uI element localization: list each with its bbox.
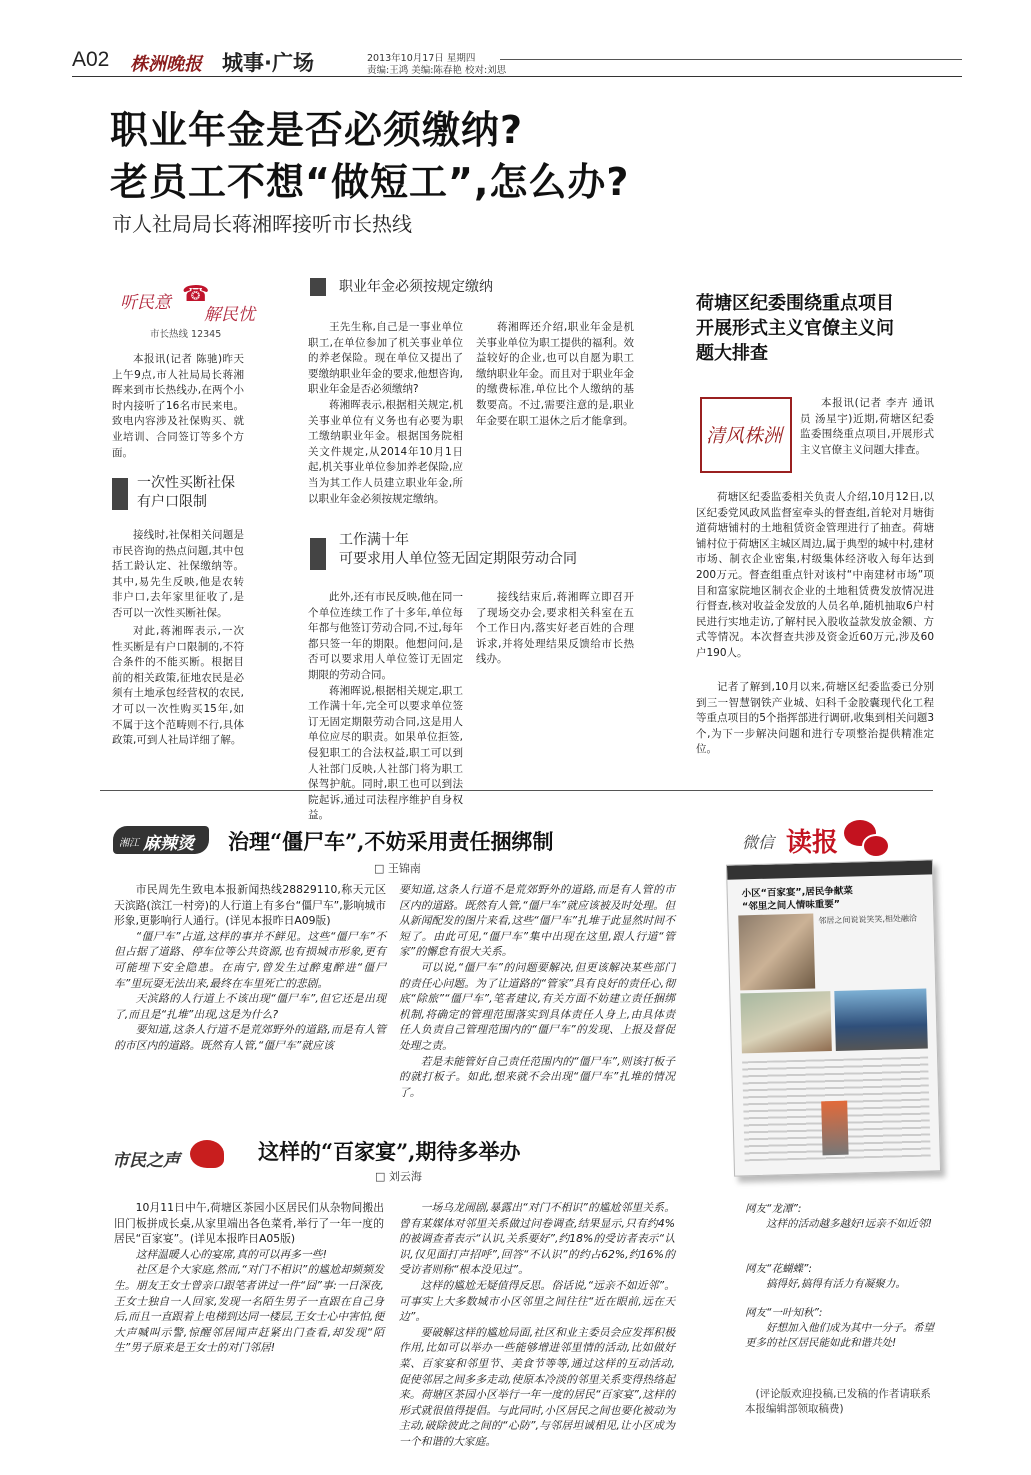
mala-logo-big: 麻辣烫: [143, 834, 194, 854]
phone-icon: ☎: [182, 282, 210, 307]
mala-logo-small: 湘江: [119, 838, 139, 849]
hotline-caption: 市长热线 12345: [150, 329, 222, 340]
hotline-logo: [120, 282, 270, 340]
main-subtitle: 市人社局局长蒋湘晖接听市长热线: [112, 212, 412, 236]
mock-photo-4: [821, 1101, 848, 1156]
right-article-title-2: 开展形式主义官僚主义问: [696, 318, 894, 339]
header-rule: [72, 76, 962, 77]
wechat-logo-big: 读报: [786, 828, 839, 858]
main-title-line2: 老员工不想“做短工”,怎么办?: [110, 160, 630, 204]
sec3-head-line1: 工作满十年: [339, 532, 409, 548]
right-article-title-3: 题大排查: [696, 343, 768, 364]
sec1-head-bar: [112, 478, 128, 510]
sec2-paragraph2: 蒋湘晖表示,根据相关规定,机关事业单位有义务也有必要为职工缴纳职业年金。根据国务院相关文件规定,从2014年10月1日起,机关事业单位参加养老保险,应当为其工作人员建立职业年金,所以职业年金必须按规定缴纳。: [308, 398, 463, 505]
mock-heading-2: “邻里之间人情味重要”: [741, 898, 841, 913]
sec1-head-line2: 有户口限制: [137, 494, 207, 510]
editors-line: 责编:王鸿 美编:陈春艳 校对:刘思: [367, 65, 507, 76]
sec2-col1: [308, 320, 463, 507]
voice-col2: [399, 1200, 675, 1450]
paper-name-logo: 株洲晚报: [130, 54, 202, 75]
sec2-paragraph1: 王先生称,自己是一事业单位职工,在单位参加了机关事业单位的养老保险。现在单位又提出了要缴纳职业年金的要求,他想咨询,职业年金是否必须缴纳?: [308, 321, 463, 396]
sec3-paragraph1: 此外,还有市民反映,他在同一个单位连续工作了十多年,单位每年都与他签订劳动合同,不过,每年都只签一年的期限。他想问问,是否可以要求用人单位签订无固定期限的劳动合同。: [308, 591, 463, 681]
sec3-col2: [476, 590, 634, 668]
right-article-p1: 本报讯(记者 李卉 通讯员 汤星宇)近期,荷塘区纪委监委围绕重点项目,开展形式主义官僚主义问题大排查。: [800, 397, 934, 456]
commentary-p5: 可以说,“僵尸车”的问题要解决,但更该解决某些部门的责任心问题。为了让道路的“管家”具有良好的责任心,彻底“除旅”“僵尸车”,笔者建议,有关方面不妨建立责任捆绑机制,将确定的管理范围落实到具体责任人身上,由具体责任人负责自己管理范围内的“僵尸车”的发现、上报及督促处理之责。: [399, 960, 675, 1052]
qingfeng-stamp: [700, 397, 792, 473]
commentary-col1: [114, 882, 386, 1054]
wechat-bubble-icon-2: [862, 834, 890, 858]
main-title-line1: 职业年金是否必须缴纳?: [110, 108, 524, 152]
sec1-paragraph2: 对此,蒋湘晖表示,一次性买断是有户口限制的,不符合条件的不能买断。根据目前的相关政策,征地农民是必须有土地承包经营权的农民,才可以一次性购买15年,如不属于这个范畴则不行,具体政策,可到人社局详细了解。: [112, 625, 244, 747]
commentary-title: 治理“僵尸车”,不妨采用责任捆绑制: [228, 829, 554, 854]
voice-hand-icon: [190, 1140, 224, 1168]
wechat-comment-2: [745, 1262, 940, 1292]
hotline-logo-left: 听民意: [120, 293, 171, 313]
sec1-head-line1: 一次性买断社保: [137, 475, 235, 491]
mock-heading: 小区“百家宴”,居民争献菜: [741, 885, 853, 900]
sec3-col1: [308, 590, 463, 824]
voice-p5: 这样的尴尬无疑值得反思。俗话说,“远亲不如近邻”。可事实上大多数城市小区邻里之间往往“近在眼前,远在天边”。: [399, 1278, 675, 1324]
voice-p6: 要破解这样的尴尬局面,社区和业主委员会应发挥积极作用,比如可以举办一些能够增进邻里情的活动,比如做好菜、百家宴和邻里节、美食节等等,通过这样的互动活动,促使邻居之间多多走动,使原本冷淡的邻里关系变得热络起来。荷塘区茶园小区举行一年一度的居民“百家宴”,这样的形式就很值得提倡。与此同时,小区居民之间也要化被动为主动,破除彼此之间的“心防”,与邻居坦诚相见,让小区成为一个和谐的大家庭。: [399, 1325, 675, 1448]
wechat-comment-3: [745, 1306, 940, 1351]
comment-2-text: 搞得好,搞得有活力有凝聚力。: [766, 1278, 906, 1290]
mock-photo-2: [740, 991, 832, 1053]
hotline-logo-right: 解民忧: [204, 305, 255, 325]
sec2-head: 职业年金必须按规定缴纳: [339, 279, 493, 295]
voice-p3: 社区是个大家庭,然而,“对门不相识”的尴尬却频频发生。朋友王女士曾亲口跟笔者讲过一件“囧”事:一日深夜,王女士独自一人回家,发现一名陌生男子一直跟在自己身后,而且一直跟着上电梯到达同一楼层,王女士心中害怕,便大声喊叫示警,惊醒邻居闻声赶紧出门查看,却发现“陌生”男子原来是王女士的对门邻居!: [114, 1263, 384, 1355]
header-rule-right: [500, 59, 962, 60]
right-article-p3: 记者了解到,10月以来,荷塘区纪委监委已分别到三一智慧钢铁产业城、妇科千金胶囊现代化工程等重点项目的5个指挥部进行调研,收集到相关问题3个,为下一步解决问题和进行专项整治提供精准定位。: [696, 681, 934, 756]
wechat-logo-small: 微信: [742, 833, 775, 852]
mock-photo-3: [834, 989, 928, 1051]
sec2-paragraph3: 蒋湘晖还介绍,职业年金是机关事业单位为职工提供的福利。效益较好的企业,也可以自愿为职工缴纳职业年金。而且对于职业年金的缴费标准,单位比个人缴纳的基数要高。不过,需要注意的是,职业年金要在职工退休之后才能拿到。: [476, 321, 634, 427]
page-header: [0, 0, 1031, 80]
voice-p2: 这样温暖人心的宴席,真的可以再多一些!: [135, 1247, 327, 1261]
commentary-p4: 要知道,这条人行道不是荒郊野外的道路,而是有人管的市区内的道路。既然有人管,“僵尸车”就应该被及时处理。但从新闻配发的图片来看,这些“僵尸车”扎堆于此显然时间不短了。由此可见,“僵尸车”集中出现在这里,跟人行道“管家”的懈怠有很大关系。: [399, 883, 675, 959]
sec3-paragraph2: 蒋湘晖说,根据相关规定,职工工作满十年,完全可以要求单位签订无固定期限劳动合同,这是用人单位应尽的职责。如果单位拒签,侵犯职工的合法权益,职工可以到人社部门反映,人社部门将为职工保驾护航。同时,职工也可以到法院起诉,通过司法程序维护自身权益。: [308, 684, 463, 822]
commentary-p1: 市民周先生致电本报新闻热线28829110,称天元区天滨路(滨江一村旁)的人行道上有多台“僵尸车”,影响城市形象,更影响行人通行。(详见本报昨日A09版): [114, 883, 386, 928]
voice-p4: 一场乌龙闹剧,暴露出“对门不相识”的尴尬邻里关系。曾有某媒体对邻里关系做过问卷调查,结果显示,只有约4%的被调查者表示“认识,关系要好”,约18%的受访者表示“认识,仅见面打声招呼”,回答“不认识”的约占62%,约16%的受访者则称“根本没见过”。: [399, 1201, 675, 1277]
commentary-p3: 天滨路的人行道上不该出现“僵尸车”,但它还是出现了,而且是“扎堆”出现,这是为什么?: [114, 992, 386, 1021]
mock-header-bar: [727, 860, 932, 879]
wechat-comment-1: [745, 1202, 940, 1232]
comment-3-text: 好想加入他们成为其中一分子。希望更多的社区居民能如此和谐共处!: [745, 1322, 934, 1349]
comment-2-user: 网友“花蝴蝶”:: [745, 1263, 812, 1275]
commentary-author: □ 王锦南: [374, 862, 421, 875]
sec3-head-line2: 可要求用人单位签无固定期限劳动合同: [339, 551, 577, 567]
comment-1-text: 这样的活动越多越好!远亲不如近邻!: [766, 1218, 932, 1230]
voice-column-logo: [112, 1140, 230, 1170]
commentary-p4a: 要知道,这条人行道不是荒郊野外的道路,而是有人管的市区内的道路。既然有人管,“僵尸车”就应该: [114, 1023, 386, 1052]
sec2-head-bar: [310, 278, 326, 296]
issue-date: 2013年10月17日 星期四: [367, 53, 476, 64]
comment-3-user: 网友“一叶知秋”:: [745, 1307, 823, 1319]
commentary-p2: “僵尸车”占道,这样的事并不鲜见。这些“僵尸车”不但占据了道路、停车位等公共资源,也有损城市形象,更有可能埋下安全隐患。在南宁,曾发生过醉鬼醉进“僵尸车”里玩耍无法出来,最终在车里死亡的悲剧。: [114, 929, 386, 990]
comment-1-user: 网友“龙潭”:: [745, 1203, 802, 1215]
sec3-paragraph3: 接线结束后,蒋湘晖立即召开了现场交办会,要求相关科室在五个工作日内,落实好老百姓的合理诉求,并将处理结果反馈给市长热线办。: [476, 591, 634, 666]
voice-logo: 市民之声: [112, 1151, 180, 1171]
wechat-note: (评论版欢迎投稿,已发稿的作者请联系本报编辑部领取稿费): [745, 1388, 931, 1415]
voice-title: 这样的“百家宴”,期待多举办: [258, 1139, 521, 1164]
phone-screenshot-mockup: [726, 859, 941, 1176]
mid-divider: [100, 790, 933, 791]
sec2-col2: [476, 320, 634, 429]
section-name: 城事·广场: [222, 51, 314, 75]
commentary-col2: [399, 882, 675, 1100]
page-number: A02: [72, 48, 110, 71]
right-article-title-1: 荷塘区纪委围绕重点项目: [696, 293, 894, 314]
commentary-p6: 若是未能管好自己责任范围内的“僵尸车”,则该打板子的就打板子。如此,想来就不会出现“僵尸车”扎堆的情况了。: [399, 1054, 675, 1099]
intro-paragraph: 本报讯(记者 陈驰)昨天上午9点,市人社局局长蒋湘晖来到市长热线办,在两个小时内接听了16名市民来电。致电内容涉及社保购买、就业培训、合同签订等多个方面。: [112, 353, 244, 459]
right-article-p2: 荷塘区纪委监委相关负责人介绍,10月12日,以区纪委党风政风监督室牵头的督查组,首轮对月塘街道荷塘铺村的土地租赁资金管理进行了抽查。荷塘铺村位于荷塘区主城区周边,属于典型的城中村,建材市场、制衣企业密集,村级集体经济收入每年达到200万元。督查组重点针对该村“中南建材市场”项目和富家院地区制衣企业的土地租赁费发放情况进行督查,核对收益金发放的人员名单,随机抽取6户村民进行实地走访,了解村民入股收益款发放金额、方式等情况。本次督查共涉及资金近60万元,涉及60户190人。: [696, 491, 934, 659]
voice-author: □ 刘云海: [375, 1170, 422, 1183]
voice-col1: [114, 1200, 384, 1356]
mala-column-logo: [113, 826, 209, 854]
voice-p1: 10月11日中午,荷塘区茶园小区居民们从杂物间搬出旧门板拼成长桌,从家里端出各色菜肴,举行了一年一度的居民“百家宴”。(详见本报昨日A05版): [114, 1201, 384, 1246]
mock-subcaption: 邻居之间说说笑笑,相处融洽: [818, 913, 918, 926]
sec3-head-bar: [310, 538, 326, 570]
mock-photo-1: [738, 913, 815, 990]
qingfeng-stamp-text: 清风株洲: [706, 425, 783, 447]
wechat-logo: [742, 818, 892, 860]
sec1-paragraph1: 接线时,社保相关问题是市民咨询的热点问题,其中包括工龄认定、社保缴纳等。其中,易先生反映,他是农转非户口,去年家里征收了,是否可以一次性买断社保。: [112, 529, 244, 619]
